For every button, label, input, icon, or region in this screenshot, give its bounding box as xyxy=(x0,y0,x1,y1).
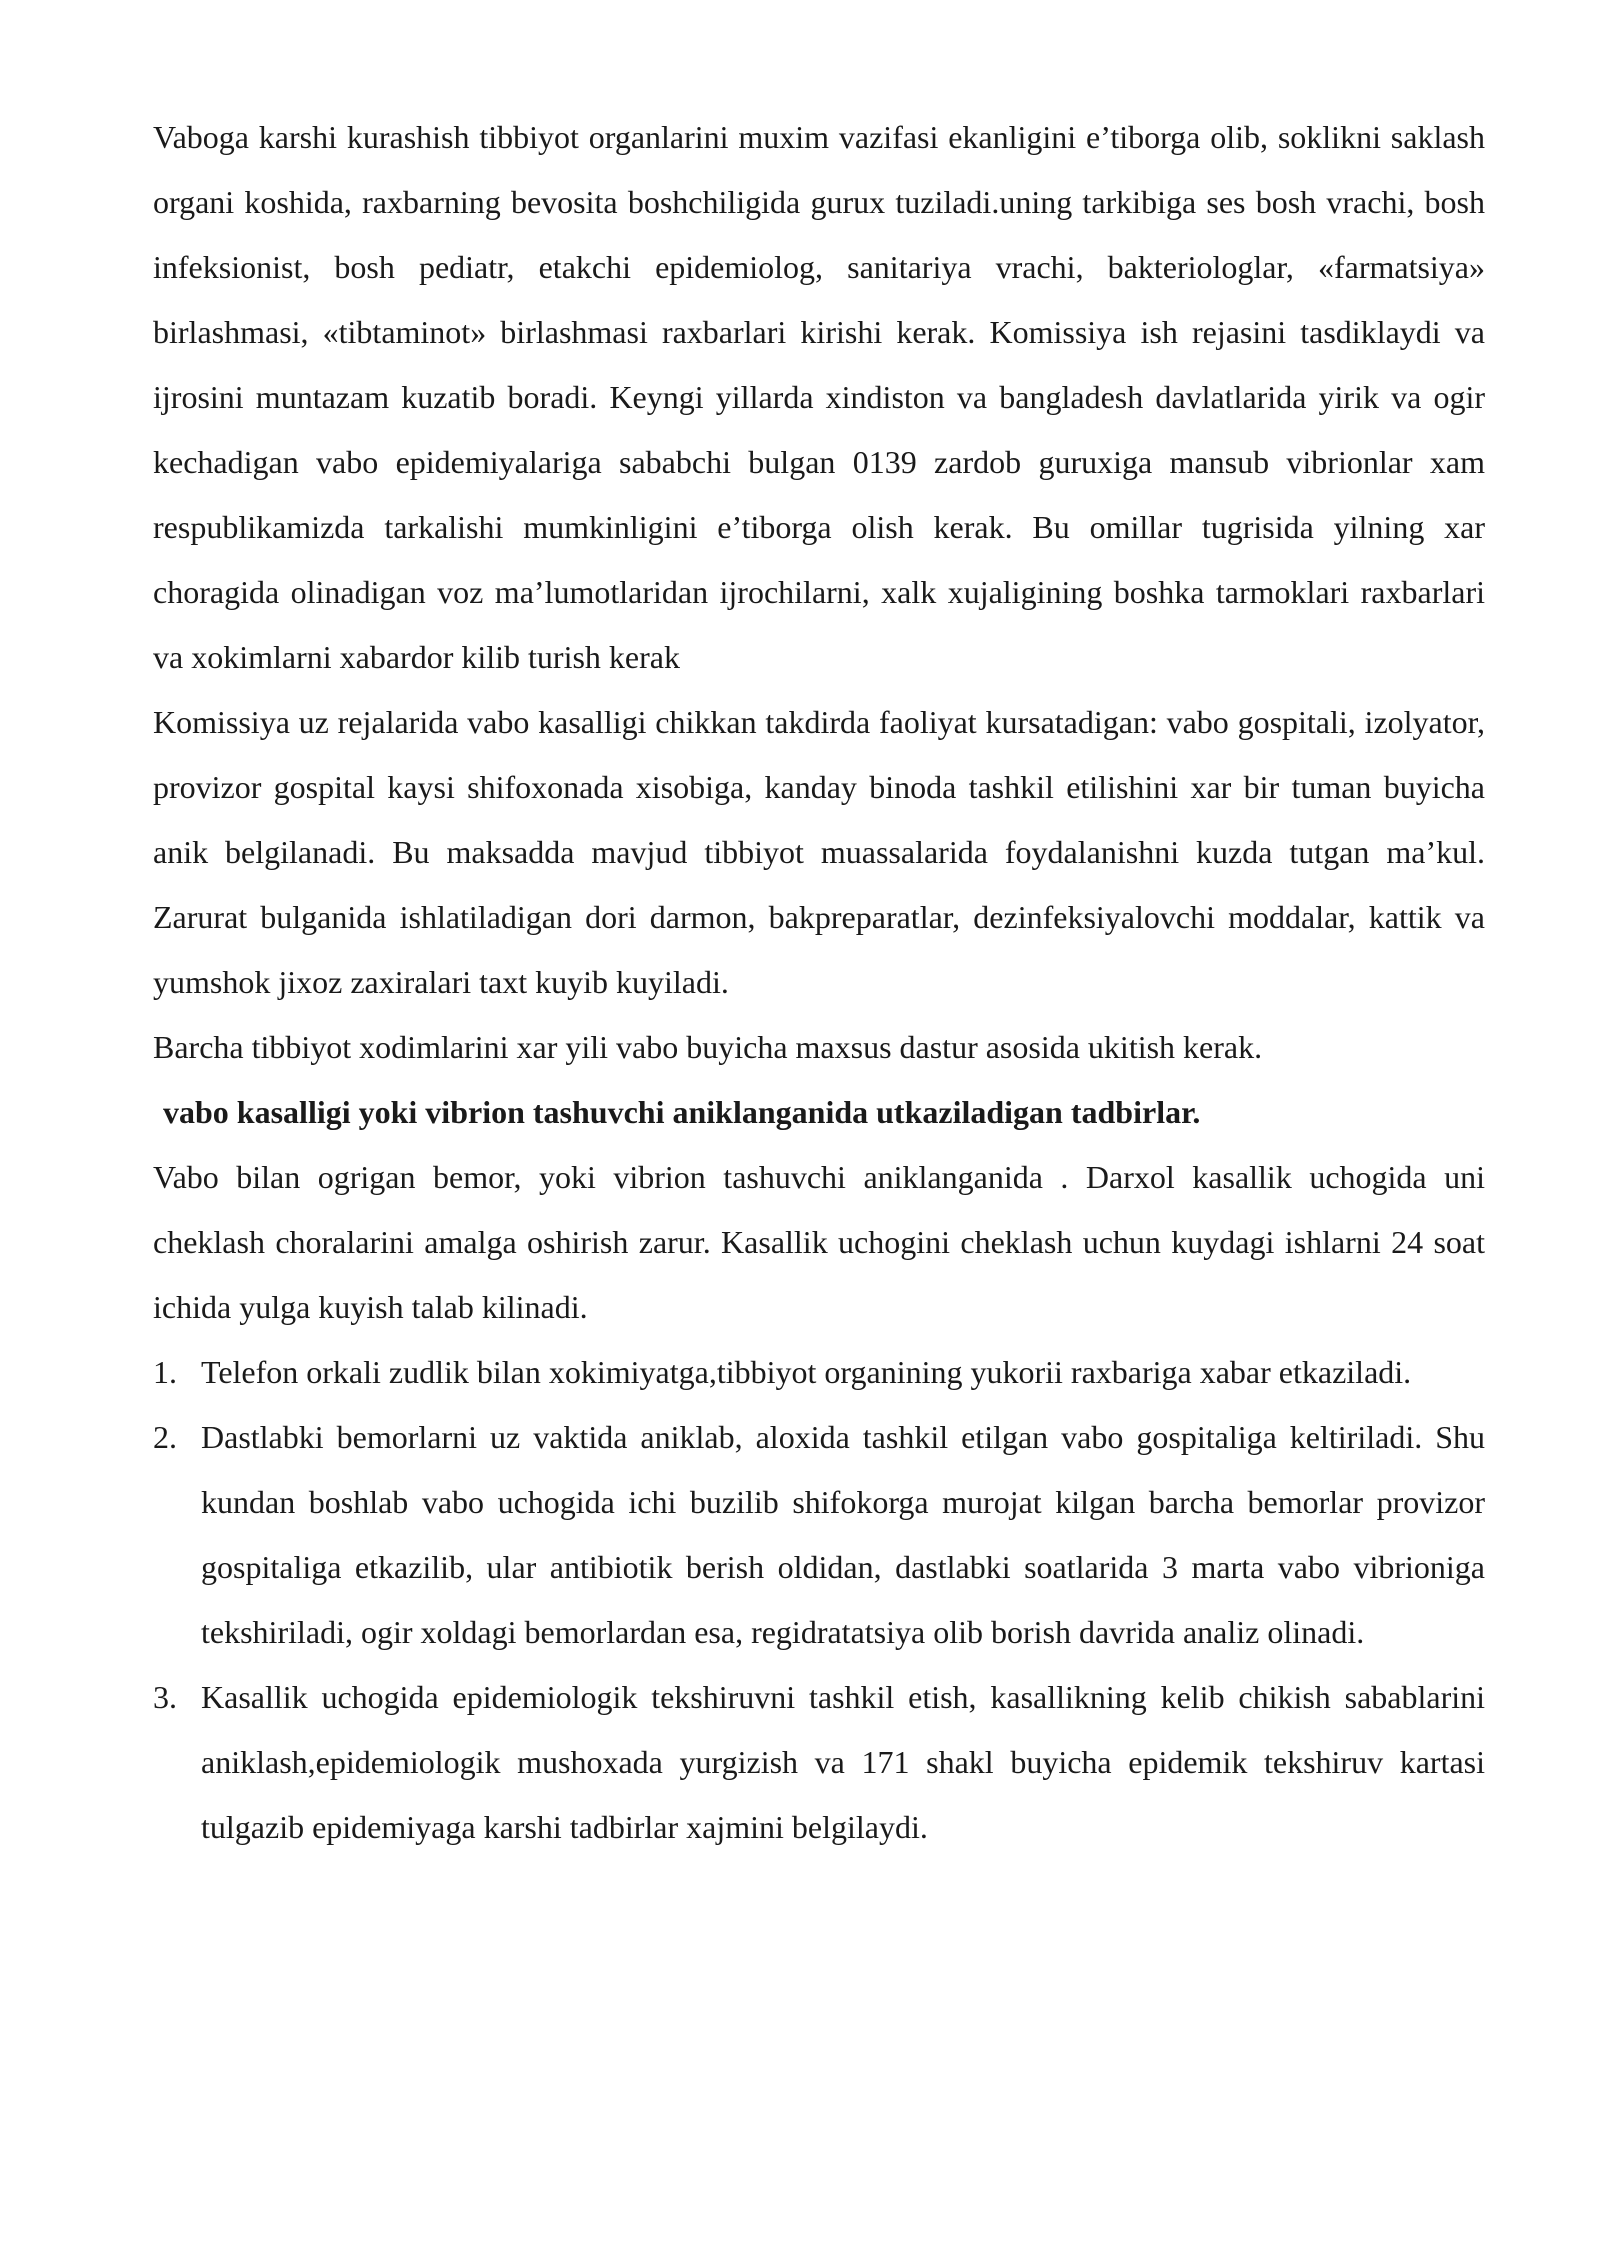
section-heading: vabo kasalligi yoki vibrion tashuvchi aniklanganida utkaziladigan tadbirlar. xyxy=(163,1094,1201,1130)
list-item-number: 1. xyxy=(153,1354,177,1390)
list-item xyxy=(153,1405,1485,1665)
list-item-text: Kasallik uchogida epidemiologik tekshiruvni tashkil etish, kasallikning kelib chikish sabablarini aniklash,epidemiologik mushoxada yurgizish va 171 shakl buyicha epidemik tekshiruv kartasi tulgazib epidemiyaga karshi tadbirlar xajmini belgilaydi. xyxy=(201,1679,1485,1845)
paragraph-staff-training: Barcha tibbiyot xodimlarini xar yili vabo buyicha maxsus dastur asosida ukitish kerak. xyxy=(153,1029,1263,1065)
list-item-number: 3. xyxy=(153,1679,177,1715)
document-page xyxy=(153,105,1485,1860)
list-item xyxy=(153,1340,1485,1405)
paragraph-outbreak-measures: Vabo bilan ogrigan bemor, yoki vibrion tashuvchi aniklanganida . Darxol kasallik uchogida uni cheklash choralarini amalga oshirish zarur. Kasallik uchogini cheklash uchun kuydagi ishlarni 24 soat ichida yulga kuyish talab kilinadi. xyxy=(153,1159,1485,1325)
list-item-text: Telefon orkali zudlik bilan xokimiyatga,tibbiyot organining yukorii raxbariga xabar etkaziladi. xyxy=(201,1354,1412,1390)
paragraph-commission-formation: Vaboga karshi kurashish tibbiyot organlarini muxim vazifasi ekanligini e’tiborga olib, soklikni saklash organi koshida, raxbarning bevosita boshchiligida gurux tuziladi.uning tarkibiga ses bosh vrachi, bosh infeksionist, bosh pediatr, etakchi epidemiolog, sanitariya vrachi, bakteriologlar, «farmatsiya» birlashmasi, «tibtaminot» birlashmasi raxbarlari kirishi kerak. Komissiya ish rejasini tasdiklaydi va ijrosini muntazam kuzatib boradi. Keyngi yillarda xindiston va bangladesh davlatlarida yirik va ogir kechadigan vabo epidemiyalariga sababchi bulgan 0139 zardob guruxiga mansub vibrionlar xam respublikamizda tarkalishi mumkinligini e’tiborga olish kerak. Bu omillar tugrisida yilning xar choragida olinadigan voz ma’lumotlaridan ijrochilarni, xalk xujaligining boshka tarmoklari raxbarlari va xokimlarni xabardor kilib turish kerak xyxy=(153,119,1485,675)
list-item xyxy=(153,1665,1485,1860)
paragraph-commission-plans: Komissiya uz rejalarida vabo kasalligi chikkan takdirda faoliyat kursatadigan: vabo gospitali, izolyator, provizor gospital kaysi shifoxonada xisobiga, kanday binoda tashkil etilishini xar bir tuman buyicha anik belgilanadi. Bu maksadda mavjud tibbiyot muassalarida foydalanishni kuzda tutgan ma’kul. Zarurat bulganida ishlatiladigan dori darmon, bakpreparatlar, dezinfeksiyalovchi moddalar, kattik va yumshok jixoz zaxiralari taxt kuyib kuyiladi. xyxy=(153,704,1485,1000)
measures-list xyxy=(153,1340,1485,1860)
list-item-text: Dastlabki bemorlarni uz vaktida aniklab, aloxida tashkil etilgan vabo gospitaliga keltiriladi. Shu kundan boshlab vabo uchogida ichi buzilib shifokorga murojat kilgan barcha bemorlar provizor gospitaliga etkazilib, ular antibiotik berish oldidan, dastlabki soatlarida 3 marta vabo vibrioniga tekshiriladi, ogir xoldagi bemorlardan esa, regidratatsiya olib borish davrida analiz olinadi. xyxy=(201,1419,1485,1650)
list-item-number: 2. xyxy=(153,1419,177,1455)
